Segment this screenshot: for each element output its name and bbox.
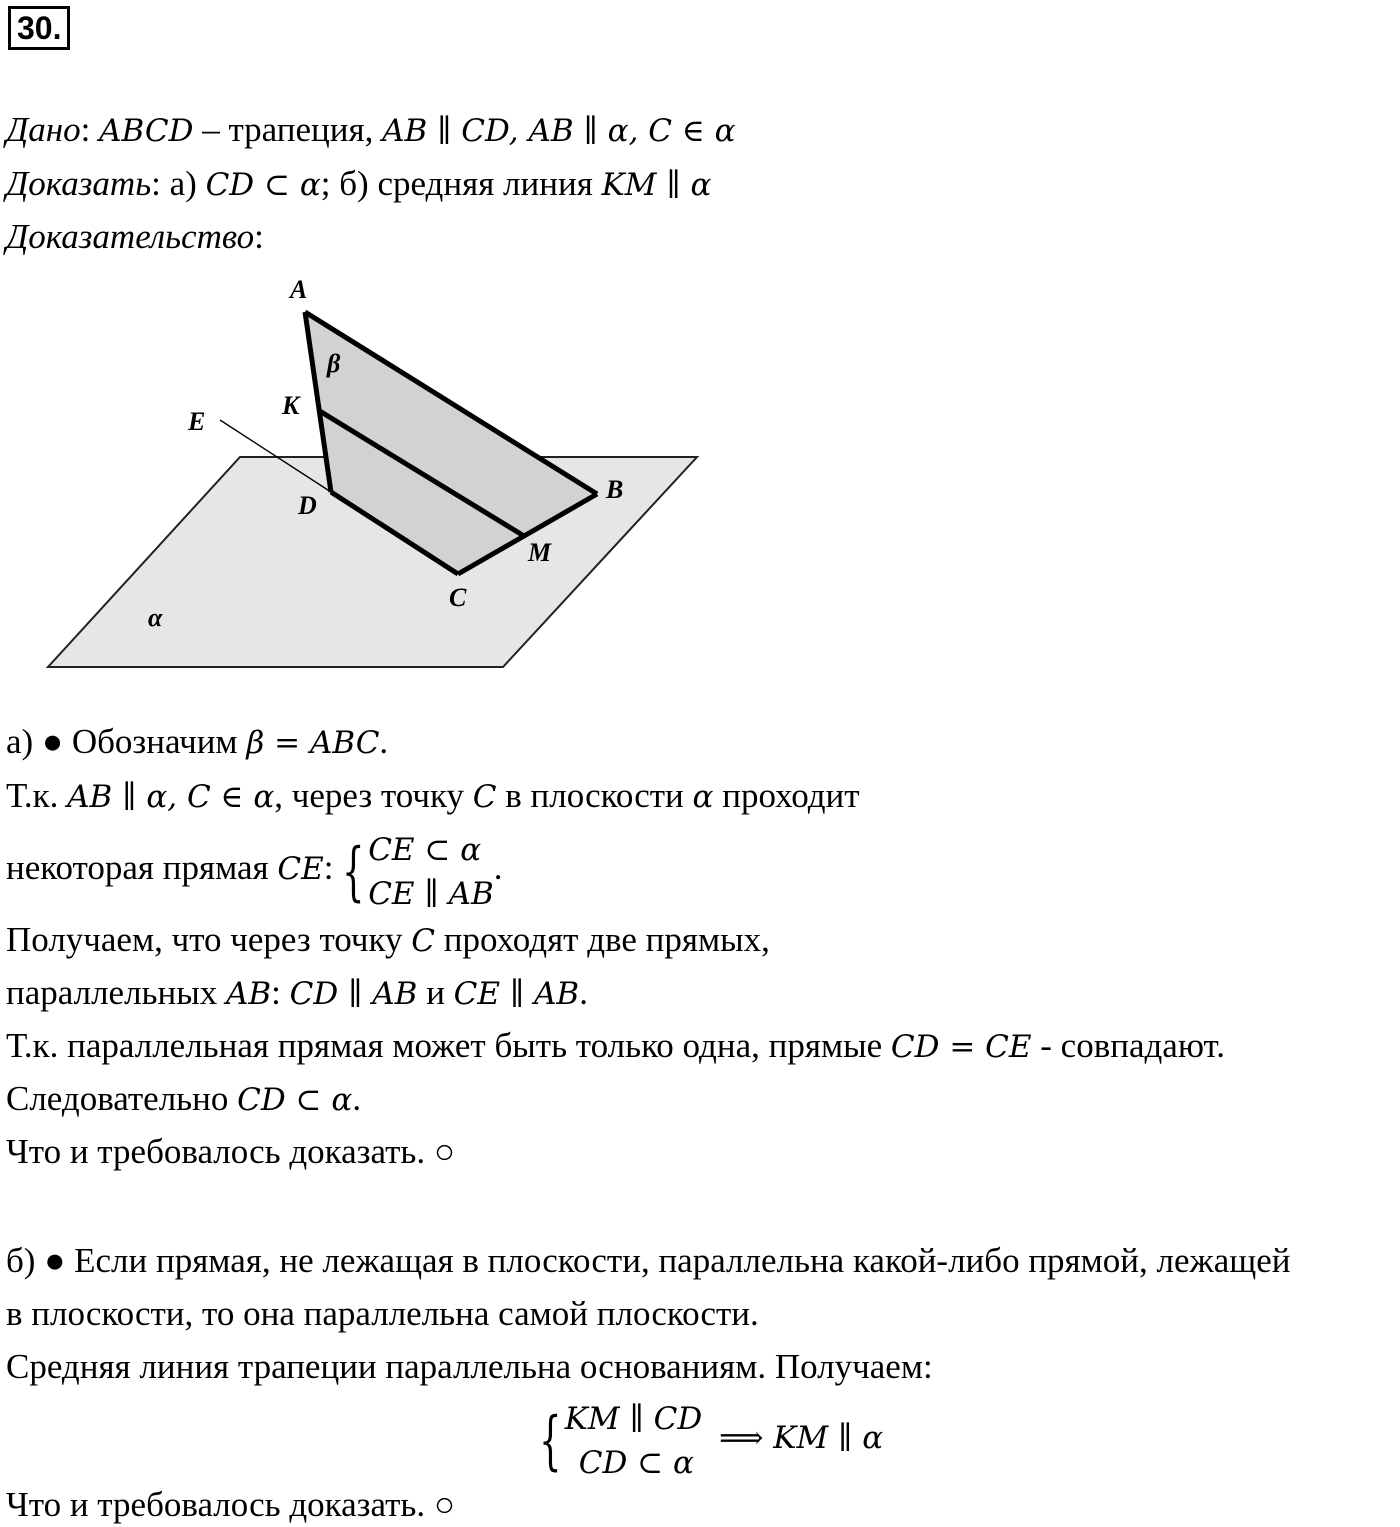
part-b-line-3: Средняя линия трапеции параллельна основаниям. Получаем:	[6, 1347, 933, 1386]
label-b: B	[606, 475, 624, 504]
left-brace-icon: {	[342, 835, 366, 910]
part-a-line-3: некоторая прямая CE: { CE ⊂ α CE ∥ AB .	[6, 824, 502, 912]
part-a-line-7: Следовательно CD ⊂ α.	[6, 1079, 362, 1118]
label-e: E	[188, 407, 206, 436]
label-beta: β	[327, 349, 341, 378]
prove-line: Доказать: а) CD ⊂ α; б) средняя линия KM ∥ α	[6, 164, 712, 203]
prove-label: Доказать	[6, 164, 152, 203]
label-alpha: α	[148, 603, 163, 632]
given-label: Дано	[6, 110, 81, 149]
part-b-system	[530, 1393, 883, 1481]
part-a-line-1: а) ● Обозначим β = ABC.	[6, 722, 389, 761]
proof-label-line: Доказательство:	[6, 217, 264, 256]
part-a-line-4: Получаем, что через точку C проходят две прямых,	[6, 920, 770, 959]
part-a-line-6: Т.к. параллельная прямая может быть только одна, прямые CD = CE - совпадают.	[6, 1026, 1225, 1065]
given-line: Дано: ABCD – трапеция, AB ∥ CD, AB ∥ α, C ∈ α	[6, 110, 736, 149]
proof-label: Доказательство	[6, 217, 255, 256]
label-m: M	[528, 538, 552, 567]
label-a: A	[290, 275, 308, 304]
left-brace-icon: {	[539, 1404, 562, 1479]
part-a-line-5: параллельных AB: CD ∥ AB и CE ∥ AB.	[6, 973, 588, 1012]
system-km: { KM ∥ CD CD ⊂ α	[539, 1401, 703, 1482]
label-k: K	[282, 391, 300, 420]
system-ce: { CE ⊂ α CE ∥ AB	[342, 832, 494, 913]
part-b-line-1: б) ● Если прямая, не лежащая в плоскости, параллельна какой-либо прямой, лежащей	[6, 1241, 1291, 1280]
problem-number: 30.	[8, 6, 70, 50]
part-b-line-2: в плоскости, то она параллельна самой плоскости.	[6, 1294, 759, 1333]
part-a-conclusion: Что и требовалось доказать. ○	[6, 1132, 456, 1171]
label-c: C	[449, 583, 467, 612]
label-d: D	[298, 491, 317, 520]
implication: ⟹ KM ∥ α	[718, 1420, 884, 1456]
part-b-conclusion: Что и требовалось доказать. ○	[6, 1485, 456, 1524]
geometry-figure	[0, 270, 720, 690]
part-a-line-2: Т.к. AB ∥ α, C ∈ α, через точку C в плоскости α проходит	[6, 776, 860, 815]
